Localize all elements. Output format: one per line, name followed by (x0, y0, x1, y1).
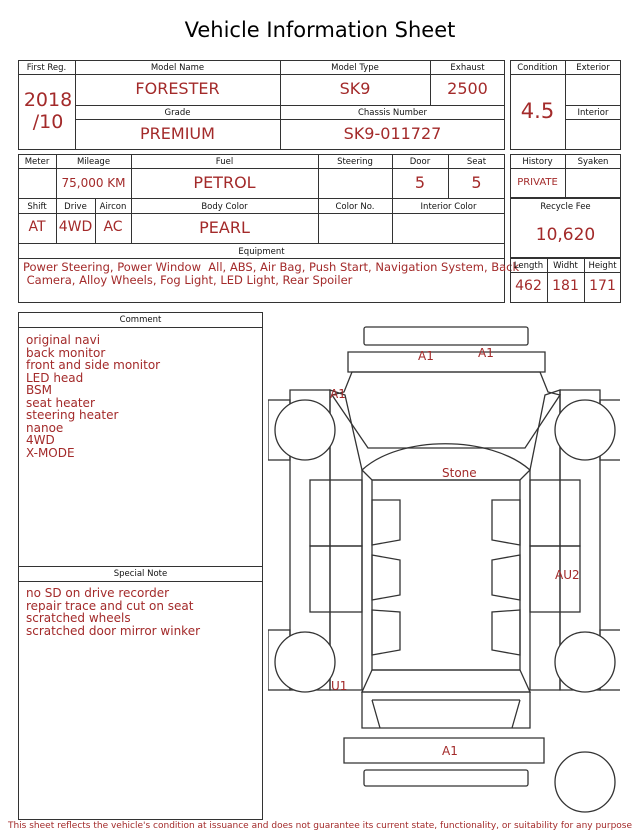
width-value: 181 (552, 278, 579, 294)
rear-windows-shape (372, 555, 520, 600)
disclaimer-footer: This sheet reflects the vehicle's condition at issuance and does not guarantee its current state, functionality, or suitability for any purpose (7, 821, 633, 831)
left-rear-door-shape (310, 546, 362, 612)
special-note-line: repair trace and cut on seat (26, 598, 194, 613)
grade-label: Grade (164, 108, 191, 118)
right-front-door-shape (530, 480, 580, 546)
comment-list (26, 334, 160, 459)
model-type-label: Model Type (331, 63, 379, 73)
front-right-wheel (555, 400, 615, 460)
recycle-fee-label: Recycle Fee (540, 202, 591, 212)
damage-mark: A1 (478, 346, 494, 360)
body-color-value: PEARL (199, 218, 250, 237)
length-label: Length (513, 261, 544, 271)
comment-line: LED head (26, 370, 84, 385)
first-reg-year: 2018 (23, 89, 73, 111)
mileage-value: 75,000 KM (61, 176, 126, 190)
history-value: PRIVATE (517, 177, 558, 188)
rear-plate-shape (364, 770, 528, 786)
comment-line: original navi (26, 333, 101, 347)
front-windows-shape (372, 500, 520, 545)
syaken-label: Syaken (577, 157, 609, 167)
interior-color-label: Interior Color (420, 202, 477, 212)
comment-line: X-MODE (26, 445, 75, 460)
height-value: 171 (589, 278, 616, 294)
comment-label: Comment (119, 315, 162, 325)
seat-label: Seat (466, 157, 487, 167)
rear-left-wheel (275, 632, 335, 692)
interior-label: Interior (577, 108, 609, 118)
damage-mark: Stone (442, 466, 477, 480)
model-name-value: FORESTER (135, 79, 220, 98)
mileage-label: Mileage (76, 157, 111, 167)
drive-label: Drive (64, 202, 87, 212)
color-no-label: Color No. (335, 202, 375, 212)
left-front-door-shape (310, 480, 362, 546)
special-note-line: scratched door mirror winker (26, 623, 201, 638)
rear-right-wheel (555, 632, 615, 692)
condition-label: Condition (517, 63, 558, 73)
exhaust-value: 2500 (447, 79, 488, 98)
exhaust-label: Exhaust (450, 63, 485, 73)
spare-wheel (555, 752, 615, 812)
special-note-list (26, 587, 200, 637)
length-value: 462 (515, 278, 542, 294)
model-name-label: Model Name (150, 63, 205, 73)
comment-line: front and side monitor (26, 358, 161, 372)
damage-mark: A1 (418, 349, 434, 363)
trunk-detail-shape (372, 700, 520, 728)
recycle-fee-value: 10,620 (535, 225, 596, 245)
comment-line: steering heater (26, 408, 119, 422)
first-reg-month: /10 (32, 111, 64, 133)
condition-value: 4.5 (520, 99, 555, 123)
meter-label: Meter (24, 157, 50, 167)
aircon-value: AC (103, 219, 123, 235)
rear-window-shape (362, 670, 530, 692)
damage-mark: AU2 (555, 568, 580, 582)
hood-shape (332, 372, 560, 448)
quarter-windows-shape (372, 610, 520, 655)
body-color-label: Body Color (201, 202, 248, 212)
shift-label: Shift (27, 202, 47, 212)
comment-line: nanoe (26, 420, 64, 435)
fuel-value: PETROL (193, 173, 256, 192)
exterior-label: Exterior (576, 63, 610, 73)
sheet-title: Vehicle Information Sheet (184, 18, 456, 42)
seat-value: 5 (471, 173, 482, 192)
steering-label: Steering (337, 157, 373, 167)
trunk-shape (362, 692, 530, 728)
front-grille-shape (348, 352, 545, 372)
damage-mark: U1 (331, 679, 348, 693)
history-label: History (522, 157, 553, 167)
equipment-label: Equipment (238, 247, 285, 257)
special-note-line: no SD on drive recorder (26, 586, 170, 600)
chassis-number-value: SK9-011727 (343, 124, 442, 143)
first-reg-label: First Reg. (26, 63, 67, 73)
width-label: Widht (553, 261, 578, 271)
roof-shape (372, 480, 520, 670)
front-bumper-shape (364, 327, 528, 345)
aircon-label: Aircon (99, 202, 127, 212)
special-note-label: Special Note (113, 569, 168, 579)
car-damage-diagram (268, 320, 620, 820)
comment-line: BSM (26, 383, 52, 397)
model-type-value: SK9 (339, 79, 371, 98)
front-left-wheel (275, 400, 335, 460)
comment-line: 4WD (26, 433, 55, 447)
fuel-label: Fuel (215, 157, 234, 167)
damage-mark: A1 (330, 387, 346, 401)
comment-line: seat heater (26, 395, 95, 410)
grade-value: PREMIUM (140, 124, 215, 143)
comment-line: back monitor (26, 345, 106, 360)
door-value: 5 (414, 173, 426, 192)
damage-mark: A1 (442, 744, 458, 758)
height-label: Height (588, 261, 617, 271)
chassis-number-label: Chassis Number (357, 108, 428, 118)
door-label: Door (409, 157, 431, 167)
drive-value: 4WD (58, 219, 93, 235)
shift-value: AT (28, 219, 46, 235)
equipment-value: Power Steering, Power Window All, ABS, Air Bag, Push Start, Navigation System, Back Camera, Alloy Wheels, Fog Light, LED Light, Rear Spoiler (23, 260, 520, 287)
special-note-line: scratched wheels (26, 611, 131, 625)
